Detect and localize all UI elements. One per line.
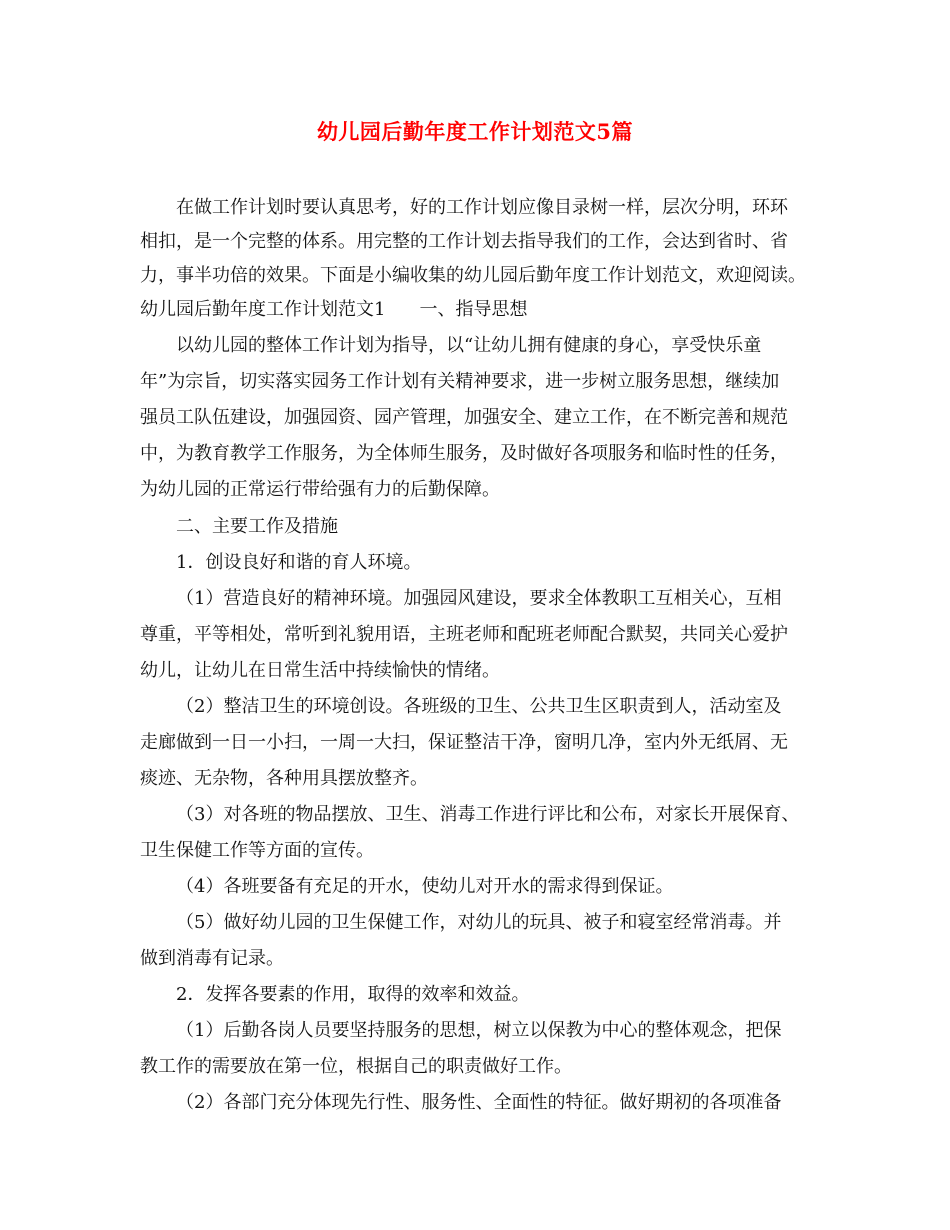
paragraph-line: 以幼儿园的整体工作计划为指导，以“让幼儿拥有健康的身心，享受快乐童	[176, 335, 762, 356]
paragraph-line: （1）后勤各岗人员要坚持服务的思想，树立以保教为中心的整体观念，把保	[176, 1020, 782, 1041]
section-heading-row	[140, 298, 527, 322]
paragraph-line: 卫生保健工作等方面的宣传。	[140, 840, 374, 861]
paragraph-line: 强员工队伍建设，加强园资、园产管理，加强安全、建立工作，在不断完善和规范	[140, 407, 788, 428]
subsection-heading: 二、主要工作及措施	[176, 516, 338, 537]
document-title: 幼儿园后勤年度工作计划范文5篇	[316, 119, 634, 144]
paragraph-line: （4）各班要备有充足的开水，使幼儿对开水的需求得到保证。	[176, 876, 674, 897]
paragraph-line: 教工作的需要放在第一位，根据自己的职责做好工作。	[140, 1056, 572, 1077]
paragraph-line: （2）整洁卫生的环境创设。各班级的卫生、公共卫生区职责到人，活动室及	[176, 696, 782, 717]
item-heading: 1．创设良好和谐的育人环境。	[176, 552, 422, 573]
paragraph-line: （1）营造良好的精神环境。加强园风建设，要求全体教职工互相关心，互相	[176, 588, 782, 609]
paragraph-line: 做到消毒有记录。	[140, 948, 284, 969]
item-heading: 2．发挥各要素的作用，取得的效率和效益。	[176, 984, 530, 1005]
paragraph-line: 幼儿，让幼儿在日常生活中持续愉快的情绪。	[140, 660, 500, 681]
paragraph-line: 走廊做到一日一小扫，一周一大扫，保证整洁干净，窗明几净，室内外无纸屑、无	[140, 732, 788, 753]
paragraph-line: 痰迹、无杂物，各种用具摆放整齐。	[140, 768, 428, 789]
section-title: 幼儿园后勤年度工作计划范文1	[140, 299, 386, 320]
paragraph-line: 力，事半功倍的效果。下面是小编收集的幼儿园后勤年度工作计划范文，欢迎阅读。	[140, 265, 806, 286]
paragraph-line: （2）各部门充分体现先行性、服务性、全面性的特征。做好期初的各项准备	[176, 1092, 782, 1113]
paragraph-line: 年”为宗旨，切实落实园务工作计划有关精神要求，进一步树立服务思想，继续加	[140, 371, 780, 392]
paragraph-line: 中，为教育教学工作服务，为全体师生服务，及时做好各项服务和临时性的任务，	[140, 443, 788, 464]
paragraph-line: 尊重，平等相处，常听到礼貌用语，主班老师和配班老师配合默契，共同关心爱护	[140, 624, 788, 645]
paragraph-line: （5）做好幼儿园的卫生保健工作，对幼儿的玩具、被子和寝室经常消毒。并	[176, 912, 782, 933]
paragraph-line: （3）对各班的物品摆放、卫生、消毒工作进行评比和公布，对家长开展保育、	[176, 804, 800, 825]
paragraph-line: 相扣，是一个完整的体系。用完整的工作计划去指导我们的工作，会达到省时、省	[140, 231, 788, 252]
paragraph-line: 在做工作计划时要认真思考，好的工作计划应像目录树一样，层次分明，环环	[176, 197, 788, 218]
paragraph-line: 为幼儿园的正常运行带给强有力的后勤保障。	[140, 479, 500, 500]
subsection-heading: 一、指导思想	[419, 299, 528, 320]
